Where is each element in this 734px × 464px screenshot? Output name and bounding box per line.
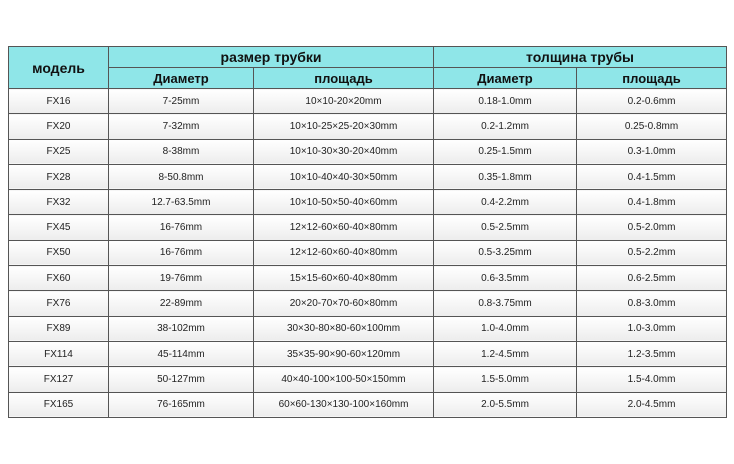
cell-thickness-area: 0.4-1.5mm (577, 164, 727, 189)
cell-model: FX114 (9, 341, 109, 366)
cell-size-diameter: 50-127mm (109, 367, 254, 392)
cell-size-area: 12×12-60×60-40×80mm (254, 215, 434, 240)
spec-table (8, 46, 727, 418)
cell-size-area: 10×10-20×20mm (254, 89, 434, 114)
header-model: модель (9, 47, 109, 89)
table-row (9, 164, 727, 189)
cell-size-diameter: 16-76mm (109, 240, 254, 265)
table-row (9, 89, 727, 114)
cell-size-diameter: 16-76mm (109, 215, 254, 240)
cell-thickness-area: 1.2-3.5mm (577, 341, 727, 366)
cell-size-area: 10×10-50×50-40×60mm (254, 190, 434, 215)
table-row (9, 114, 727, 139)
cell-thickness-diameter: 1.0-4.0mm (434, 316, 577, 341)
cell-thickness-area: 0.4-1.8mm (577, 190, 727, 215)
cell-size-area: 60×60-130×130-100×160mm (254, 392, 434, 417)
cell-model: FX60 (9, 266, 109, 291)
table-row (9, 341, 727, 366)
cell-thickness-diameter: 0.18-1.0mm (434, 89, 577, 114)
cell-model: FX127 (9, 367, 109, 392)
cell-size-area: 40×40-100×100-50×150mm (254, 367, 434, 392)
table-row (9, 139, 727, 164)
header-size-area: площадь (254, 68, 434, 89)
cell-thickness-area: 0.5-2.2mm (577, 240, 727, 265)
cell-thickness-diameter: 1.5-5.0mm (434, 367, 577, 392)
cell-thickness-diameter: 0.5-3.25mm (434, 240, 577, 265)
cell-model: FX32 (9, 190, 109, 215)
cell-size-diameter: 8-50.8mm (109, 164, 254, 189)
table-header (9, 47, 727, 89)
table-row (9, 367, 727, 392)
header-size-diameter: Диаметр (109, 68, 254, 89)
table-row (9, 215, 727, 240)
table-row (9, 392, 727, 417)
cell-model: FX45 (9, 215, 109, 240)
cell-thickness-area: 0.8-3.0mm (577, 291, 727, 316)
cell-size-area: 12×12-60×60-40×80mm (254, 240, 434, 265)
table-body (9, 89, 727, 418)
cell-thickness-diameter: 0.6-3.5mm (434, 266, 577, 291)
cell-thickness-diameter: 1.2-4.5mm (434, 341, 577, 366)
cell-thickness-area: 0.2-0.6mm (577, 89, 727, 114)
header-thickness-diameter: Диаметр (434, 68, 577, 89)
table-row (9, 190, 727, 215)
cell-size-diameter: 7-32mm (109, 114, 254, 139)
table-row (9, 291, 727, 316)
cell-size-diameter: 45-114mm (109, 341, 254, 366)
cell-thickness-area: 1.5-4.0mm (577, 367, 727, 392)
cell-size-diameter: 12.7-63.5mm (109, 190, 254, 215)
cell-model: FX76 (9, 291, 109, 316)
cell-size-area: 10×10-25×25-20×30mm (254, 114, 434, 139)
cell-size-diameter: 22-89mm (109, 291, 254, 316)
cell-model: FX25 (9, 139, 109, 164)
cell-model: FX50 (9, 240, 109, 265)
cell-thickness-diameter: 0.35-1.8mm (434, 164, 577, 189)
cell-thickness-diameter: 2.0-5.5mm (434, 392, 577, 417)
cell-model: FX165 (9, 392, 109, 417)
cell-size-diameter: 38-102mm (109, 316, 254, 341)
cell-size-area: 15×15-60×60-40×80mm (254, 266, 434, 291)
header-wall-thickness: толщина трубы (434, 47, 727, 68)
table-row (9, 240, 727, 265)
cell-size-diameter: 76-165mm (109, 392, 254, 417)
cell-size-area: 35×35-90×90-60×120mm (254, 341, 434, 366)
cell-thickness-area: 0.6-2.5mm (577, 266, 727, 291)
table-row (9, 316, 727, 341)
cell-thickness-area: 0.5-2.0mm (577, 215, 727, 240)
cell-size-area: 30×30-80×80-60×100mm (254, 316, 434, 341)
cell-size-diameter: 7-25mm (109, 89, 254, 114)
cell-model: FX16 (9, 89, 109, 114)
cell-size-area: 20×20-70×70-60×80mm (254, 291, 434, 316)
cell-model: FX20 (9, 114, 109, 139)
cell-size-diameter: 19-76mm (109, 266, 254, 291)
table-row (9, 266, 727, 291)
cell-model: FX89 (9, 316, 109, 341)
cell-thickness-area: 1.0-3.0mm (577, 316, 727, 341)
cell-thickness-area: 0.3-1.0mm (577, 139, 727, 164)
cell-thickness-diameter: 0.5-2.5mm (434, 215, 577, 240)
cell-model: FX28 (9, 164, 109, 189)
cell-thickness-area: 2.0-4.5mm (577, 392, 727, 417)
cell-thickness-diameter: 0.8-3.75mm (434, 291, 577, 316)
cell-thickness-diameter: 0.2-1.2mm (434, 114, 577, 139)
header-thickness-area: площадь (577, 68, 727, 89)
cell-size-area: 10×10-30×30-20×40mm (254, 139, 434, 164)
cell-size-area: 10×10-40×40-30×50mm (254, 164, 434, 189)
header-tube-size: размер трубки (109, 47, 434, 68)
cell-thickness-diameter: 0.4-2.2mm (434, 190, 577, 215)
cell-size-diameter: 8-38mm (109, 139, 254, 164)
cell-thickness-diameter: 0.25-1.5mm (434, 139, 577, 164)
cell-thickness-area: 0.25-0.8mm (577, 114, 727, 139)
